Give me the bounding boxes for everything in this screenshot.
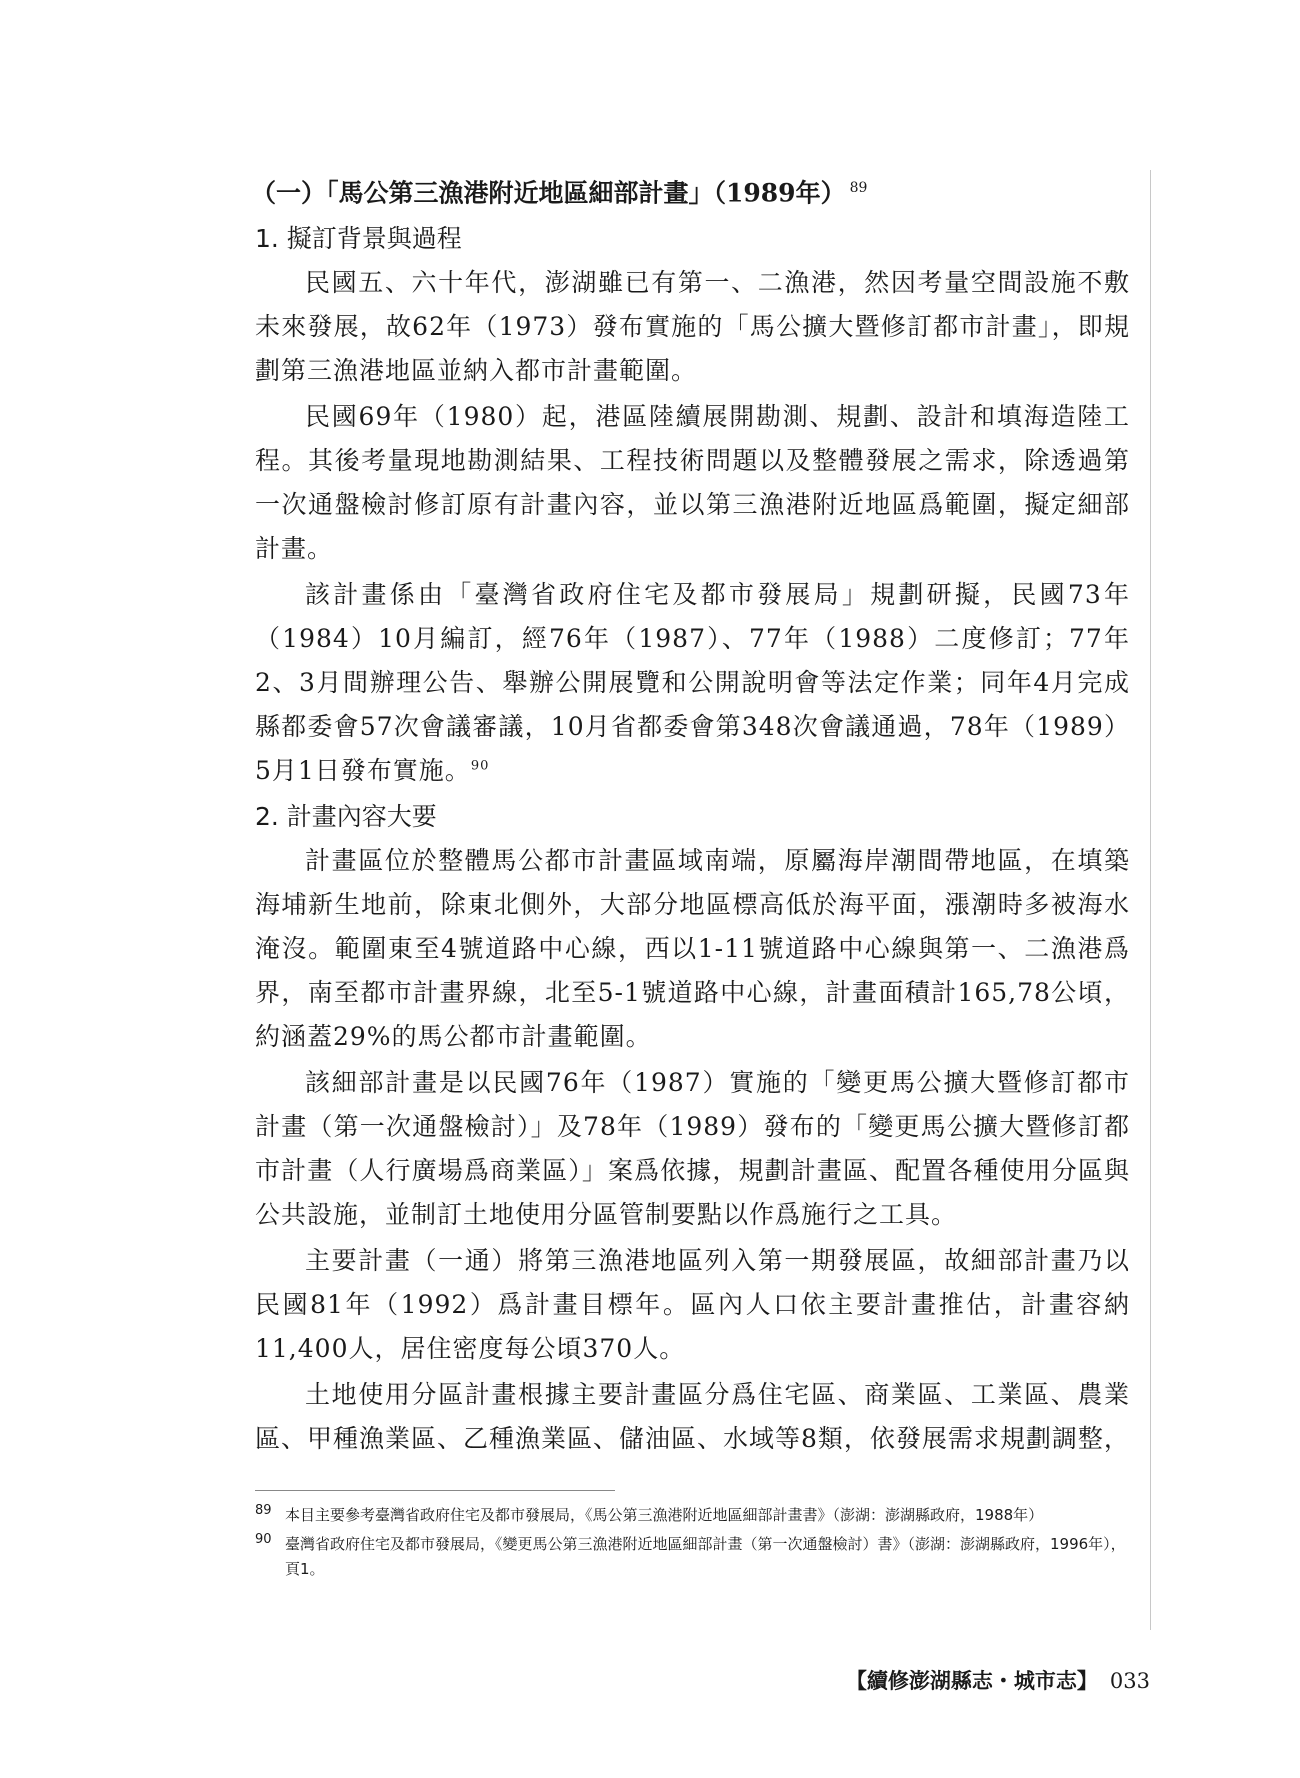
section-title [251,168,1130,213]
series-title: 【續修澎湖縣志・城市志】 [845,1668,1098,1693]
paragraph [255,573,1130,793]
running-footer [846,1665,1150,1695]
paragraph: 計畫區位於整體馬公都市計畫區域南端，原屬海岸潮間帶地區，在填築海埔新生地前，除東北側外，大部分地區標高低於海平面，漲潮時多被海水淹沒。範圍東至4號道路中心線，西以1-11號道路中心線與第一、二漁港爲界，南至都市計畫界線，北至5-1號道路中心線，計畫面積計165,78公頃，約涵蓋29%的馬公都市計畫範圍。 [255,846,1130,1052]
footnote-89 [255,1503,1130,1528]
paragraph: 該細部計畫是以民國76年（1987）實施的「變更馬公擴大暨修訂都市計畫（第一次通盤檢討）」及78年（1989）發布的「變更馬公擴大暨修訂都市計畫（人行廣場爲商業區）」案爲依據，規劃計畫區、配置各種使用分區與公共設施，並制訂土地使用分區管制要點以作爲施行之工具。 [255,1068,1130,1230]
paragraph: 主要計畫（一通）將第三漁港地區列入第一期發展區，故細部計畫乃以民國81年（1992）爲計畫目標年。區內人口依主要計畫推估，計畫容納11,400人，居住密度每公頃370人。 [255,1246,1130,1364]
subsection-heading-background: 1. 擬訂背景與過程 [255,224,462,254]
paragraph: 民國五、六十年代，澎湖雖已有第一、二漁港，然因考量空間設施不敷未來發展，故62年（1973）發布實施的「馬公擴大暨修訂都市計畫」，即規劃第三漁港地區並納入都市計畫範圍。 [255,268,1130,386]
paragraph: 土地使用分區計畫根據主要計畫區分爲住宅區、商業區、工業區、農業區、甲種漁業區、乙種漁業區、儲油區、水域等8類，依發展需求規劃調整， [255,1380,1130,1454]
footnote-number: 90 [255,1532,272,1547]
section-title-text: （一）「馬公第三漁港附近地區細部計畫」（1989年） [251,178,846,208]
footnote-90 [255,1532,1130,1582]
page-number: 033 [1109,1669,1150,1693]
footnote-ref-90[interactable]: 90 [470,759,490,774]
main-text [251,168,1130,1463]
footnote-number: 89 [255,1503,272,1518]
paragraph: 民國69年（1980）起，港區陸續展開勘測、規劃、設計和填海造陸工程。其後考量現地勘測結果、工程技術問題以及整體發展之需求，除透過第一次通盤檢討修訂原有計畫內容，並以第三漁港附近地區爲範圍，擬定細部計畫。 [255,402,1130,564]
footnote-text: 臺灣省政府住宅及都市發展局，《變更馬公第三漁港附近地區細部計畫（第一次通盤檢討）書》（澎湖：澎湖縣政府，1996年），頁1。 [285,1535,1126,1578]
footnote-text: 本目主要參考臺灣省政府住宅及都市發展局，《馬公第三漁港附近地區細部計畫書》（澎湖：澎湖縣政府，1988年） [285,1506,1044,1524]
footnote-divider [255,1490,615,1491]
subsection-heading-content: 2. 計畫內容大要 [255,802,437,832]
margin-rule [1150,170,1151,1630]
footnote-ref-89[interactable]: 89 [849,180,868,196]
footnotes [255,1503,1130,1586]
paragraph-text: 該計畫係由「臺灣省政府住宅及都市發展局」規劃研擬，民國73年（1984）10月編訂，經76年（1987）、77年（1988）二度修訂；77年2、3月間辦理公告、舉辦公開展覽和公開說明會等法定作業；同年4月完成縣都委會57次會議審議，10月省都委會第348次會議通過，78年（1989）5月1日發布實施。 [255,580,1130,786]
